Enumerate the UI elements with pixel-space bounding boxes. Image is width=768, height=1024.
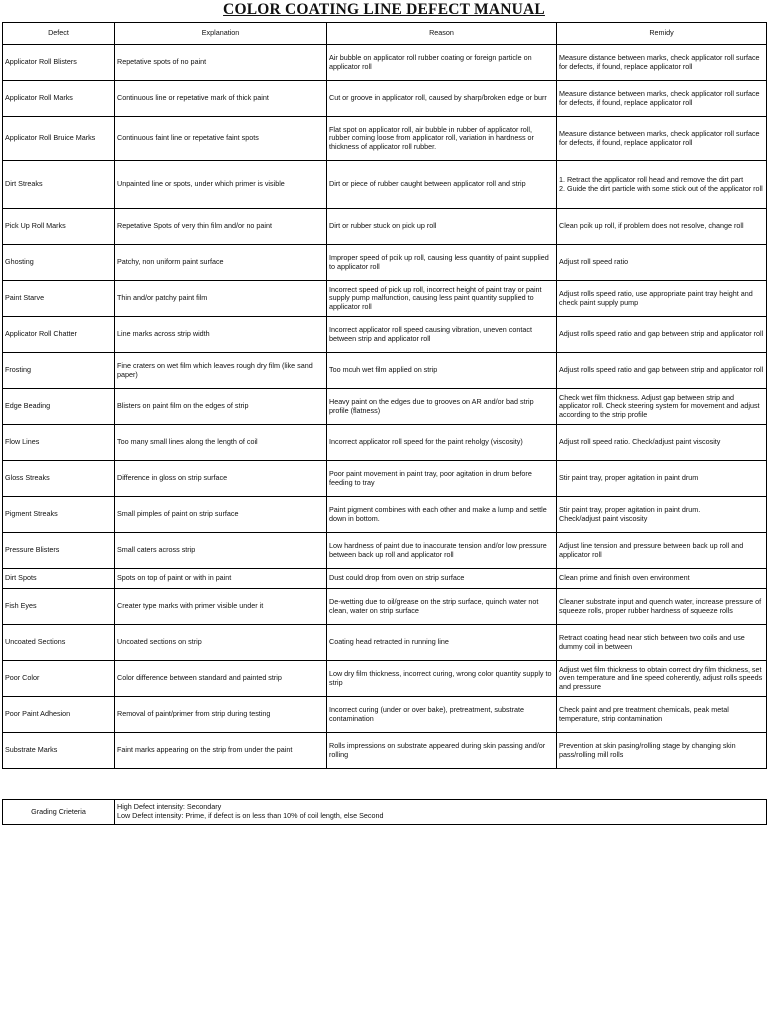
explanation-cell: Continuous faint line or repetative faint spots — [115, 117, 327, 161]
reason-cell: Rolls impressions on substrate appeared during skin passing and/or rolling — [327, 733, 557, 769]
remedy-cell: Adjust roll speed ratio. Check/adjust paint viscosity — [557, 425, 767, 461]
table-row — [3, 81, 767, 117]
defect-cell: Poor Color — [3, 661, 115, 697]
reason-cell: Heavy paint on the edges due to grooves on AR and/or bad strip profile (flatness) — [327, 389, 557, 425]
defect-cell: Applicator Roll Chatter — [3, 317, 115, 353]
grading-label: Grading Crieteria — [3, 800, 115, 825]
explanation-cell: Creater type marks with primer visible under it — [115, 589, 327, 625]
remedy-cell: Measure distance between marks, check applicator roll surface for defects, if found, replace applicator roll — [557, 117, 767, 161]
table-row — [3, 661, 767, 697]
table-row — [3, 497, 767, 533]
explanation-cell: Repetative Spots of very thin film and/or no paint — [115, 209, 327, 245]
table-row — [3, 697, 767, 733]
explanation-cell: Spots on top of paint or with in paint — [115, 569, 327, 589]
remedy-cell: Adjust roll speed ratio — [557, 245, 767, 281]
remedy-cell: Retract coating head near stich between two coils and use dummy coil in between — [557, 625, 767, 661]
grading-line-low: Low Defect intensity: Prime, if defect is on less than 10% of coil length, else Second — [117, 811, 384, 820]
defect-cell: Flow Lines — [3, 425, 115, 461]
column-header-reason: Reason — [327, 23, 557, 45]
defect-cell: Pick Up Roll Marks — [3, 209, 115, 245]
reason-cell: Incorrect curing (under or over bake), pretreatment, substrate contamination — [327, 697, 557, 733]
explanation-cell: Uncoated sections on strip — [115, 625, 327, 661]
table-row — [3, 353, 767, 389]
reason-cell: Incorrect speed of pick up roll, incorrect height of paint tray or paint supply pump malfunction, causing less paint quantity supplied to applicator roll — [327, 281, 557, 317]
remedy-cell: Stir paint tray, proper agitation in paint drum — [557, 461, 767, 497]
defect-cell: Applicator Roll Bruice Marks — [3, 117, 115, 161]
remedy-cell: Clean pcik up roll, if problem does not resolve, change roll — [557, 209, 767, 245]
defect-cell: Gloss Streaks — [3, 461, 115, 497]
table-row — [3, 45, 767, 81]
reason-cell: Dust could drop from oven on strip surface — [327, 569, 557, 589]
grading-line-high: High Defect intensity: Secondary — [117, 802, 222, 812]
explanation-cell: Too many small lines along the length of coil — [115, 425, 327, 461]
table-row — [3, 161, 767, 209]
table-row — [3, 533, 767, 569]
column-header-defect: Defect — [3, 23, 115, 45]
reason-cell: Flat spot on applicator roll, air bubble in rubber of applicator roll, rubber coming loose from applicator roll, variation in hardness or thickness of applicator roll rubber. — [327, 117, 557, 161]
defect-cell: Applicator Roll Blisters — [3, 45, 115, 81]
reason-cell: Incorrect applicator roll speed for the paint reholgy (viscosity) — [327, 425, 557, 461]
table-header-row — [3, 23, 767, 45]
remedy-cell: 1. Retract the applicator roll head and remove the dirt part 2. Guide the dirt particle with some stick out of the applicator roll — [557, 161, 767, 209]
reason-cell: Incorrect applicator roll speed causing vibration, uneven contact between strip and applicator roll — [327, 317, 557, 353]
explanation-cell: Line marks across strip width — [115, 317, 327, 353]
remedy-cell: Check paint and pre treatment chemicals, peak metal temperature, strip contamination — [557, 697, 767, 733]
explanation-cell: Continuous line or repetative mark of thick paint — [115, 81, 327, 117]
defect-cell: Pressure Blisters — [3, 533, 115, 569]
defect-cell: Applicator Roll Marks — [3, 81, 115, 117]
reason-cell: Paint pigment combines with each other and make a lump and settle down in bottom. — [327, 497, 557, 533]
defect-cell: Fish Eyes — [3, 589, 115, 625]
defect-cell: Dirt Spots — [3, 569, 115, 589]
table-row — [3, 569, 767, 589]
explanation-cell: Small pimples of paint on strip surface — [115, 497, 327, 533]
table-row — [3, 733, 767, 769]
table-row — [3, 625, 767, 661]
page-title: COLOR COATING LINE DEFECT MANUAL — [223, 1, 545, 18]
defect-cell: Edge Beading — [3, 389, 115, 425]
defect-cell: Paint Starve — [3, 281, 115, 317]
grading-value — [115, 800, 767, 825]
reason-cell: Improper speed of pcik up roll, causing less quantity of paint supplied to applicator roll — [327, 245, 557, 281]
reason-cell: Air bubble on applicator roll rubber coating or foreign particle on applicator roll — [327, 45, 557, 81]
explanation-cell: Small caters across strip — [115, 533, 327, 569]
table-row — [3, 317, 767, 353]
remedy-cell: Adjust line tension and pressure between back up roll and applicator roll — [557, 533, 767, 569]
defect-cell: Dirt Streaks — [3, 161, 115, 209]
remedy-cell: Adjust rolls speed ratio and gap between strip and applicator roll — [557, 353, 767, 389]
defect-cell: Pigment Streaks — [3, 497, 115, 533]
explanation-cell: Thin and/or patchy paint film — [115, 281, 327, 317]
remedy-cell: Adjust wet film thickness to obtain correct dry film thickness, set oven temperature and line speed coherently, adjust rolls speeds and pressure — [557, 661, 767, 697]
explanation-cell: Color difference between standard and painted strip — [115, 661, 327, 697]
reason-cell: Dirt or rubber stuck on pick up roll — [327, 209, 557, 245]
table-row — [3, 209, 767, 245]
reason-cell: Poor paint movement in paint tray, poor agitation in drum before feeding to tray — [327, 461, 557, 497]
defect-table — [2, 22, 767, 769]
remedy-cell: Measure distance between marks, check applicator roll surface for defects, if found, replace applicator roll — [557, 81, 767, 117]
table-row — [3, 389, 767, 425]
explanation-cell: Faint marks appearing on the strip from under the paint — [115, 733, 327, 769]
defect-cell: Substrate Marks — [3, 733, 115, 769]
explanation-cell: Removal of paint/primer from strip during testing — [115, 697, 327, 733]
remedy-cell: Prevention at skin pasing/rolling stage by changing skin pass/rolling mill rolls — [557, 733, 767, 769]
table-row — [3, 461, 767, 497]
table-row — [3, 589, 767, 625]
defect-cell: Frosting — [3, 353, 115, 389]
grading-row — [3, 800, 767, 825]
reason-cell: Low hardness of paint due to inaccurate tension and/or low pressure between back up roll and applicator roll — [327, 533, 557, 569]
column-header-explanation: Explanation — [115, 23, 327, 45]
defect-cell: Poor Paint Adhesion — [3, 697, 115, 733]
explanation-cell: Blisters on paint film on the edges of strip — [115, 389, 327, 425]
remedy-cell: Clean prime and finish oven environment — [557, 569, 767, 589]
remedy-cell: Stir paint tray, proper agitation in paint drum. Check/adjust paint viscosity — [557, 497, 767, 533]
table-row — [3, 117, 767, 161]
column-header-remedy: Remidy — [557, 23, 767, 45]
explanation-cell: Unpainted line or spots, under which primer is visible — [115, 161, 327, 209]
remedy-cell: Adjust rolls speed ratio, use appropriate paint tray height and check paint supply pump — [557, 281, 767, 317]
explanation-cell: Difference in gloss on strip surface — [115, 461, 327, 497]
remedy-cell: Measure distance between marks, check applicator roll surface for defects, if found, replace applicator roll — [557, 45, 767, 81]
reason-cell: Too mcuh wet film applied on strip — [327, 353, 557, 389]
reason-cell: Cut or groove in applicator roll, caused by sharp/broken edge or burr — [327, 81, 557, 117]
reason-cell: Low dry film thickness, incorrect curing, wrong color quantity supply to strip — [327, 661, 557, 697]
table-row — [3, 281, 767, 317]
defect-cell: Uncoated Sections — [3, 625, 115, 661]
grading-criteria-table — [2, 799, 767, 825]
reason-cell: Dirt or piece of rubber caught between applicator roll and strip — [327, 161, 557, 209]
reason-cell: Coating head retracted in running line — [327, 625, 557, 661]
explanation-cell: Repetative spots of no paint — [115, 45, 327, 81]
explanation-cell: Fine craters on wet film which leaves rough dry film (like sand paper) — [115, 353, 327, 389]
reason-cell: De-wetting due to oil/grease on the strip surface, quinch water not clean, water on strip surface — [327, 589, 557, 625]
remedy-cell: Adjust rolls speed ratio and gap between strip and applicator roll — [557, 317, 767, 353]
remedy-cell: Cleaner substrate input and quench water, increase pressure of squeeze rolls, proper rubber hardness of squeeze rolls — [557, 589, 767, 625]
explanation-cell: Patchy, non uniform paint surface — [115, 245, 327, 281]
defect-cell: Ghosting — [3, 245, 115, 281]
table-row — [3, 245, 767, 281]
remedy-cell: Check wet film thickness. Adjust gap between strip and applicator roll. Check steering system for movement and adjust according to the strip profile — [557, 389, 767, 425]
table-row — [3, 425, 767, 461]
